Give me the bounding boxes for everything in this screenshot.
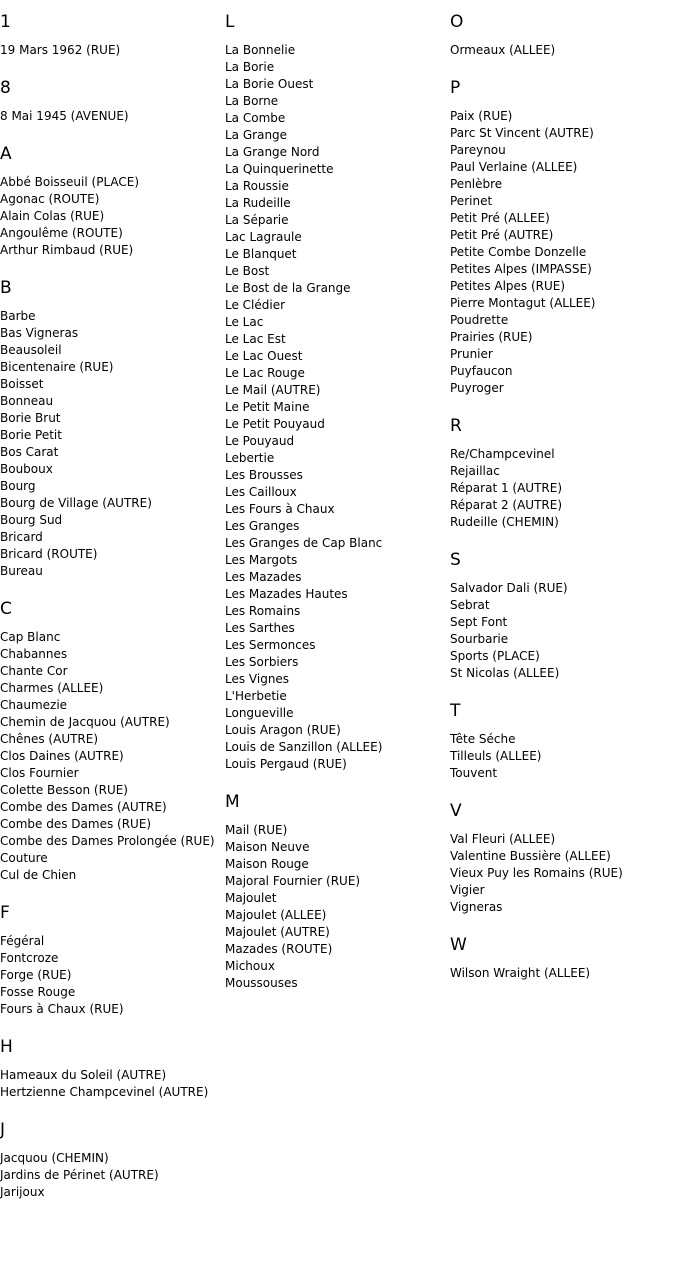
- street-link[interactable]: Le Petit Maine: [225, 400, 310, 414]
- letter-heading: H: [0, 1037, 13, 1057]
- street-link[interactable]: Maison Rouge: [225, 857, 309, 871]
- street-link[interactable]: Louis Pergaud (RUE): [225, 757, 347, 771]
- street-link[interactable]: La Quinquerinette: [225, 162, 334, 176]
- letter-group: [0, 1036, 220, 1119]
- letter-heading: 1: [0, 12, 11, 32]
- letter-group: [0, 598, 220, 902]
- street-link[interactable]: Le Lac Est: [225, 332, 286, 346]
- street-link[interactable]: Vigier: [450, 883, 485, 897]
- street-link[interactable]: Le Mail (AUTRE): [225, 383, 321, 397]
- letter-group: [450, 800, 675, 934]
- street-link[interactable]: Combe des Dames (AUTRE): [0, 800, 167, 814]
- street-link[interactable]: Les Sarthes: [225, 621, 295, 635]
- street-link[interactable]: Les Vignes: [225, 672, 290, 686]
- letter-group: [0, 11, 220, 77]
- street-link[interactable]: Prairies (RUE): [450, 330, 533, 344]
- street-link[interactable]: Ormeaux (ALLEE): [450, 43, 556, 57]
- group-spacer: [0, 59, 220, 77]
- street-link[interactable]: Fosse Rouge: [0, 985, 76, 999]
- street-link[interactable]: St Nicolas (ALLEE): [450, 666, 560, 680]
- street-link[interactable]: Penlèbre: [450, 177, 503, 191]
- street-link[interactable]: Re/Champcevinel: [450, 447, 555, 461]
- street-link[interactable]: Majoulet (AUTRE): [225, 925, 330, 939]
- street-link[interactable]: Majoulet: [225, 891, 277, 905]
- street-link[interactable]: Lac Lagraule: [225, 230, 302, 244]
- street-link[interactable]: Abbé Boisseuil (PLACE): [0, 175, 140, 189]
- street-link[interactable]: Réparat 1 (AUTRE): [450, 481, 563, 495]
- street-link[interactable]: Majoulet (ALLEE): [225, 908, 327, 922]
- group-spacer: [450, 59, 675, 77]
- letter-heading: F: [0, 903, 10, 923]
- street-link[interactable]: Prunier: [450, 347, 493, 361]
- street-link[interactable]: Moussouses: [225, 976, 298, 990]
- group-spacer: [225, 992, 445, 1010]
- street-link[interactable]: Sept Font: [450, 615, 508, 629]
- letter-group: [0, 1119, 220, 1219]
- street-link[interactable]: Alain Colas (RUE): [0, 209, 105, 223]
- street-link[interactable]: Fontcroze: [0, 951, 59, 965]
- group-spacer: [450, 782, 675, 800]
- letter-group: [225, 11, 445, 791]
- letter-heading: W: [450, 935, 467, 955]
- street-link[interactable]: Réparat 2 (AUTRE): [450, 498, 563, 512]
- letter-heading: 8: [0, 78, 11, 98]
- letter-heading: C: [0, 599, 12, 619]
- index-column-2: [225, 11, 445, 1010]
- street-link[interactable]: Petite Combe Donzelle: [450, 245, 587, 259]
- street-link[interactable]: Clos Daines (AUTRE): [0, 749, 124, 763]
- street-link[interactable]: Louis Aragon (RUE): [225, 723, 341, 737]
- street-link[interactable]: Val Fleuri (ALLEE): [450, 832, 556, 846]
- street-link[interactable]: Colette Besson (RUE): [0, 783, 128, 797]
- street-link[interactable]: Vigneras: [450, 900, 503, 914]
- letter-heading: M: [225, 792, 240, 812]
- letter-heading: P: [450, 78, 461, 98]
- group-spacer: [0, 1018, 220, 1036]
- street-link[interactable]: Bicentenaire (RUE): [0, 360, 114, 374]
- group-spacer: [450, 982, 675, 1000]
- street-link[interactable]: Les Romains: [225, 604, 301, 618]
- street-link[interactable]: Forge (RUE): [0, 968, 72, 982]
- street-link[interactable]: Bricard (ROUTE): [0, 547, 98, 561]
- group-spacer: [0, 884, 220, 902]
- letter-group: [450, 415, 675, 549]
- street-link[interactable]: Le Petit Pouyaud: [225, 417, 325, 431]
- street-link[interactable]: La Borie: [225, 60, 275, 74]
- street-list: [450, 446, 675, 531]
- group-spacer: [0, 259, 220, 277]
- street-list: [0, 1067, 220, 1101]
- street-link[interactable]: Louis de Sanzillon (ALLEE): [225, 740, 383, 754]
- street-link[interactable]: Puyfaucon: [450, 364, 513, 378]
- group-spacer: [0, 125, 220, 143]
- street-link[interactable]: La Borie Ouest: [225, 77, 314, 91]
- street-link[interactable]: Le Blanquet: [225, 247, 297, 261]
- street-link[interactable]: 8 Mai 1945 (AVENUE): [0, 109, 129, 123]
- street-list: [0, 933, 220, 1018]
- street-link[interactable]: Touvent: [450, 766, 498, 780]
- street-link[interactable]: Agonac (ROUTE): [0, 192, 100, 206]
- street-link[interactable]: Le Bost: [225, 264, 270, 278]
- street-link[interactable]: Le Pouyaud: [225, 434, 295, 448]
- letter-group: [0, 143, 220, 277]
- letter-heading: J: [0, 1120, 6, 1140]
- street-link[interactable]: Paul Verlaine (ALLEE): [450, 160, 578, 174]
- street-list: [450, 731, 675, 782]
- street-link[interactable]: La Bonnelie: [225, 43, 296, 57]
- street-link[interactable]: Tilleuls (ALLEE): [450, 749, 542, 763]
- street-link[interactable]: Sports (PLACE): [450, 649, 540, 663]
- street-link[interactable]: La Grange Nord: [225, 145, 320, 159]
- group-spacer: [450, 397, 675, 415]
- street-link[interactable]: Lebertie: [225, 451, 275, 465]
- street-link[interactable]: Les Mazades Hautes: [225, 587, 348, 601]
- street-link[interactable]: Bourg: [0, 479, 36, 493]
- street-link[interactable]: Valentine Bussière (ALLEE): [450, 849, 611, 863]
- street-link[interactable]: Paix (RUE): [450, 109, 513, 123]
- street-list: [0, 1150, 220, 1201]
- street-list: [450, 42, 675, 59]
- street-link[interactable]: Petit Pré (AUTRE): [450, 228, 554, 242]
- street-link[interactable]: La Grange: [225, 128, 288, 142]
- letter-group: [450, 700, 675, 800]
- street-link[interactable]: Les Sorbiers: [225, 655, 299, 669]
- street-link[interactable]: Les Cailloux: [225, 485, 297, 499]
- street-link[interactable]: L'Herbetie: [225, 689, 287, 703]
- street-link[interactable]: Le Clédier: [225, 298, 286, 312]
- street-link[interactable]: Petites Alpes (RUE): [450, 279, 566, 293]
- street-link[interactable]: Petites Alpes (IMPASSE): [450, 262, 592, 276]
- street-link[interactable]: Les Sermonces: [225, 638, 316, 652]
- street-link[interactable]: Les Fours à Chaux: [225, 502, 335, 516]
- letter-group: [450, 11, 675, 77]
- street-link[interactable]: Les Brousses: [225, 468, 303, 482]
- street-link[interactable]: Fours à Chaux (RUE): [0, 1002, 124, 1016]
- street-link[interactable]: Pierre Montagut (ALLEE): [450, 296, 596, 310]
- street-link[interactable]: Cap Blanc: [0, 630, 61, 644]
- street-link[interactable]: Chênes (AUTRE): [0, 732, 99, 746]
- group-spacer: [450, 916, 675, 934]
- street-list: [450, 580, 675, 682]
- letter-group: [450, 549, 675, 700]
- street-link[interactable]: Jarijoux: [0, 1185, 45, 1199]
- street-link[interactable]: Boisset: [0, 377, 44, 391]
- street-link[interactable]: Les Granges de Cap Blanc: [225, 536, 383, 550]
- street-link[interactable]: Maison Neuve: [225, 840, 310, 854]
- street-link[interactable]: Sourbarie: [450, 632, 509, 646]
- street-link[interactable]: Couture: [0, 851, 48, 865]
- letter-heading: T: [450, 701, 461, 721]
- street-link[interactable]: Clos Fournier: [0, 766, 79, 780]
- street-link[interactable]: Mazades (ROUTE): [225, 942, 333, 956]
- street-link[interactable]: Bouboux: [0, 462, 53, 476]
- letter-group: [450, 77, 675, 415]
- street-link[interactable]: Bas Vigneras: [0, 326, 79, 340]
- street-link[interactable]: Poudrette: [450, 313, 509, 327]
- street-link[interactable]: Bourg de Village (AUTRE): [0, 496, 152, 510]
- street-link[interactable]: Salvador Dali (RUE): [450, 581, 568, 595]
- letter-heading: R: [450, 416, 462, 436]
- street-link[interactable]: La Rudeille: [225, 196, 291, 210]
- street-link[interactable]: Le Lac Ouest: [225, 349, 303, 363]
- group-spacer: [0, 1101, 220, 1119]
- street-link[interactable]: Angoulême (ROUTE): [0, 226, 123, 240]
- letter-group: [450, 934, 675, 1000]
- street-list: [225, 42, 445, 773]
- street-link[interactable]: Pareynou: [450, 143, 506, 157]
- street-link[interactable]: Wilson Wraight (ALLEE): [450, 966, 591, 980]
- letter-heading: B: [0, 278, 12, 298]
- street-link[interactable]: Charmes (ALLEE): [0, 681, 104, 695]
- street-link[interactable]: Tête Séche: [450, 732, 516, 746]
- street-link[interactable]: Cul de Chien: [0, 868, 77, 882]
- street-link[interactable]: Vieux Puy les Romains (RUE): [450, 866, 623, 880]
- group-spacer: [450, 682, 675, 700]
- street-link[interactable]: Sebrat: [450, 598, 490, 612]
- street-list: [450, 831, 675, 916]
- street-link[interactable]: Arthur Rimbaud (RUE): [0, 243, 134, 257]
- street-link[interactable]: Bourg Sud: [0, 513, 63, 527]
- street-link[interactable]: Petit Pré (ALLEE): [450, 211, 550, 225]
- street-link[interactable]: Le Lac Rouge: [225, 366, 305, 380]
- index-column-1: [0, 11, 220, 1219]
- street-link[interactable]: Rudeille (CHEMIN): [450, 515, 559, 529]
- index-column-3: [450, 11, 675, 1000]
- street-link[interactable]: Les Margots: [225, 553, 298, 567]
- street-list: [450, 108, 675, 397]
- street-link[interactable]: La Borne: [225, 94, 279, 108]
- street-list: [0, 42, 220, 59]
- street-link[interactable]: Combe des Dames (RUE): [0, 817, 152, 831]
- street-link[interactable]: Chaumezie: [0, 698, 68, 712]
- letter-group: [0, 902, 220, 1036]
- street-link[interactable]: Beausoleil: [0, 343, 62, 357]
- street-link[interactable]: Puyroger: [450, 381, 504, 395]
- street-list: [450, 965, 675, 982]
- letter-group: [0, 77, 220, 143]
- street-link[interactable]: Jardins de Périnet (AUTRE): [0, 1168, 159, 1182]
- street-link[interactable]: Bureau: [0, 564, 43, 578]
- letter-heading: L: [225, 12, 235, 32]
- street-link[interactable]: Barbe: [0, 309, 36, 323]
- group-spacer: [0, 580, 220, 598]
- street-link[interactable]: Les Mazades: [225, 570, 302, 584]
- street-link[interactable]: Fégéral: [0, 934, 45, 948]
- street-link[interactable]: Parc St Vincent (AUTRE): [450, 126, 594, 140]
- street-link[interactable]: La Combe: [225, 111, 286, 125]
- letter-group: [225, 791, 445, 1010]
- street-link[interactable]: Les Granges: [225, 519, 300, 533]
- street-link[interactable]: Hameaux du Soleil (AUTRE): [0, 1068, 167, 1082]
- street-list: [0, 629, 220, 884]
- street-list: [0, 108, 220, 125]
- street-link[interactable]: Bos Carat: [0, 445, 59, 459]
- street-link[interactable]: Perinet: [450, 194, 493, 208]
- street-link[interactable]: Chante Cor: [0, 664, 68, 678]
- street-link[interactable]: Chemin de Jacquou (AUTRE): [0, 715, 170, 729]
- letter-heading: S: [450, 550, 461, 570]
- street-link[interactable]: Le Lac: [225, 315, 264, 329]
- street-link[interactable]: Mail (RUE): [225, 823, 288, 837]
- street-link[interactable]: Rejaillac: [450, 464, 500, 478]
- street-list: [0, 308, 220, 580]
- street-link[interactable]: 19 Mars 1962 (RUE): [0, 43, 121, 57]
- street-link[interactable]: La Séparie: [225, 213, 289, 227]
- street-link[interactable]: Longueville: [225, 706, 294, 720]
- letter-heading: V: [450, 801, 462, 821]
- street-link[interactable]: Bricard: [0, 530, 43, 544]
- street-link[interactable]: Majoral Fournier (RUE): [225, 874, 361, 888]
- letter-group: [0, 277, 220, 598]
- street-link[interactable]: Jacquou (CHEMIN): [0, 1151, 109, 1165]
- letter-heading: A: [0, 144, 12, 164]
- street-link[interactable]: Hertzienne Champcevinel (AUTRE): [0, 1085, 209, 1099]
- street-list: [0, 174, 220, 259]
- street-link[interactable]: Le Bost de la Grange: [225, 281, 351, 295]
- group-spacer: [450, 531, 675, 549]
- street-link[interactable]: Combe des Dames Prolongée (RUE): [0, 834, 215, 848]
- street-link[interactable]: Borie Petit: [0, 428, 62, 442]
- group-spacer: [225, 773, 445, 791]
- street-link[interactable]: Borie Brut: [0, 411, 61, 425]
- group-spacer: [0, 1201, 220, 1219]
- street-list: [225, 822, 445, 992]
- street-link[interactable]: Michoux: [225, 959, 275, 973]
- street-link[interactable]: Bonneau: [0, 394, 54, 408]
- letter-heading: O: [450, 12, 464, 32]
- street-link[interactable]: Chabannes: [0, 647, 68, 661]
- street-link[interactable]: La Roussie: [225, 179, 289, 193]
